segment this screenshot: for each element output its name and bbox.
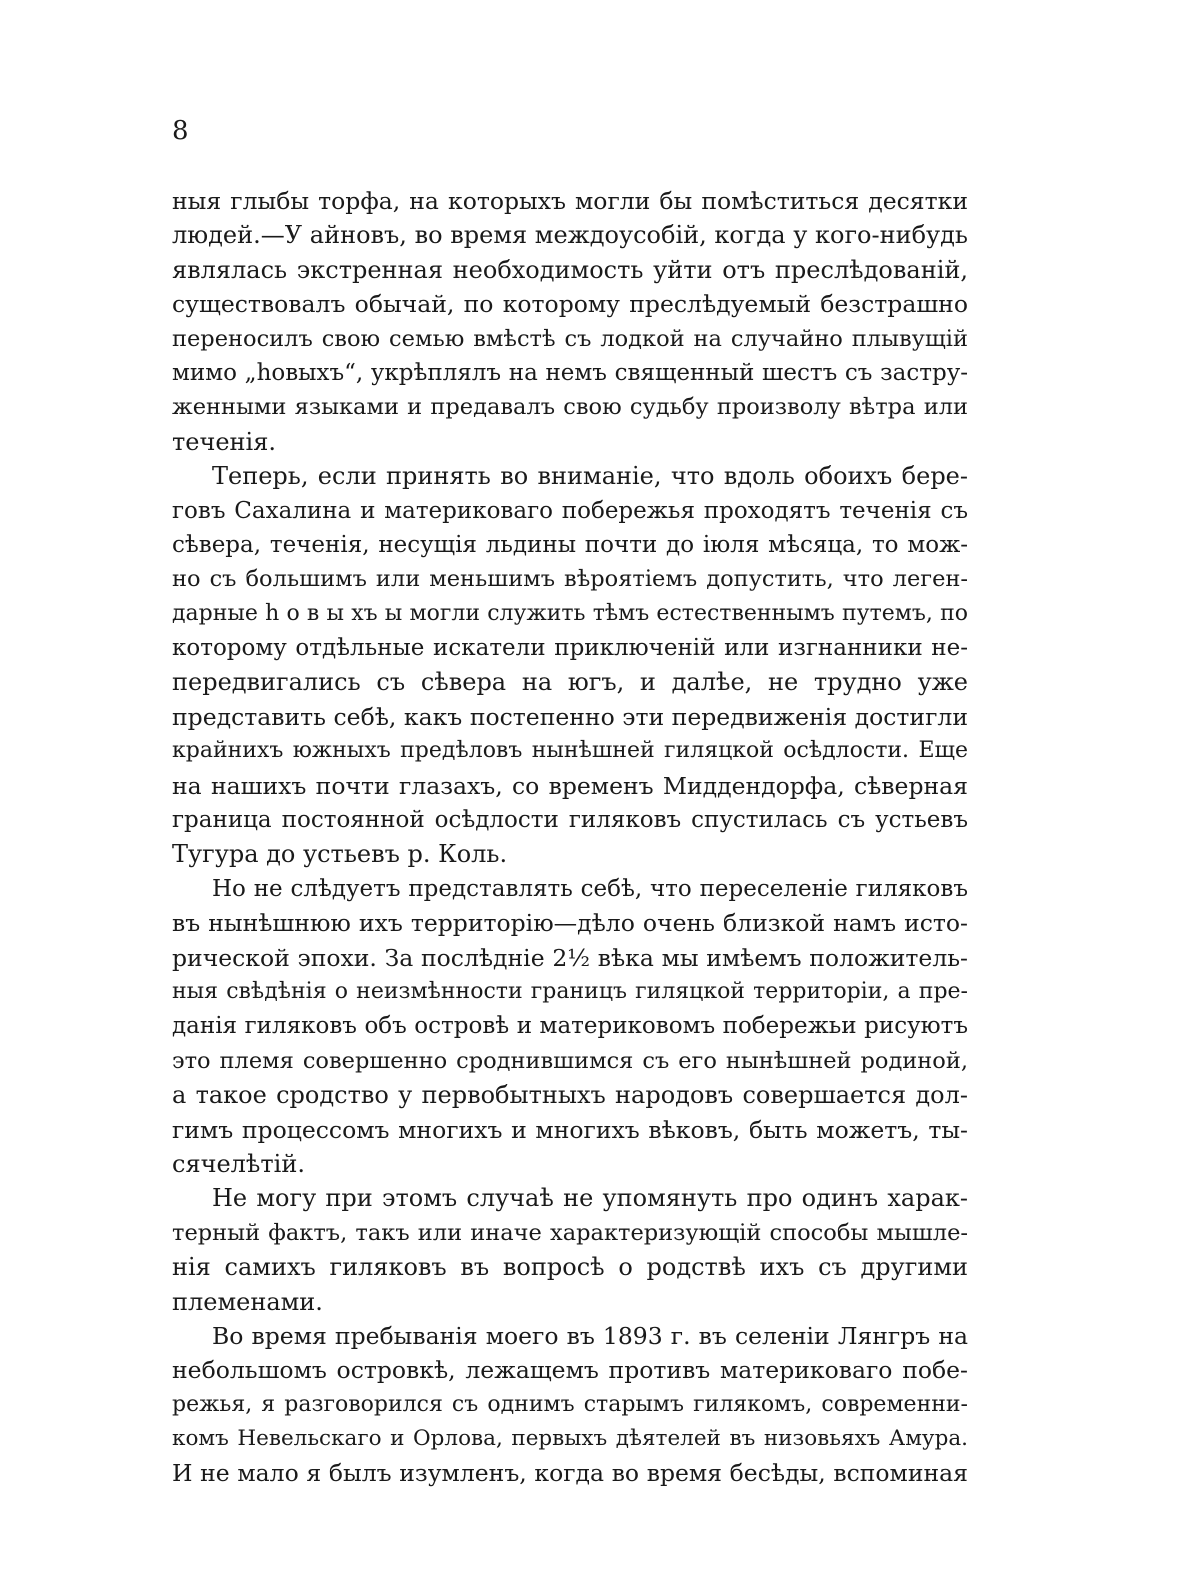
text-line: это племя совершенно сроднившимся съ его нынѣшней родиной, xyxy=(172,1047,968,1074)
text-line: Не могу при этомъ случаѣ не упомянуть про одинъ харак- xyxy=(212,1184,968,1213)
text-line: передвигались съ сѣвера на югъ, и далѣе, не трудно уже xyxy=(172,668,968,697)
text-line: женными языками и предавалъ свою судьбу произволу вѣтра или xyxy=(172,394,968,421)
text-line: людей.—У айновъ, во время междоусобій, когда у кого-нибудь xyxy=(172,221,968,250)
text-line: крайнихъ южныхъ предѣловъ нынѣшней гиляцкой осѣдлости. Еще xyxy=(172,738,968,764)
text-line: Но не слѣдуетъ представлять себѣ, что переселеніе гиляковъ xyxy=(212,875,968,902)
page-number: 8 xyxy=(172,116,189,146)
text-line: дарные h о в ы хъ ы могли служить тѣмъ естественнымъ путемъ, по xyxy=(172,600,968,626)
text-line: ныя свѣдѣнія о неизмѣнности границъ гиляцкой территоріи, а пре- xyxy=(172,978,968,1004)
text-line: а такое сродство у первобытныхъ народовъ совершается дол- xyxy=(172,1081,968,1110)
paragraph-4 xyxy=(172,1181,968,1319)
text-line: рической эпохи. За послѣдніе 2½ вѣка мы имѣемъ положитель- xyxy=(172,943,968,972)
text-line: комъ Невельскаго и Орлова, первыхъ дѣятелей въ низовьяхъ Амура. xyxy=(172,1426,968,1452)
text-line: представить себѣ, какъ постепенно эти передвиженія достигли xyxy=(172,702,968,731)
text-line: нія самихъ гиляковъ въ вопросѣ о родствѣ ихъ съ другими xyxy=(172,1253,968,1282)
text-line: Во время пребыванія моего въ 1893 г. въ селеніи Лянгръ на xyxy=(212,1321,968,1350)
text-line: но съ большимъ или меньшимъ вѣроятіемъ допустить, что леген- xyxy=(172,566,968,593)
text-line: въ нынѣшнюю ихъ территорію—дѣло очень близкой намъ исто- xyxy=(172,909,968,938)
paragraph-1 xyxy=(172,184,968,459)
text-line: говъ Сахалина и материковаго побережья проходятъ теченія съ xyxy=(172,497,968,524)
text-line: теченія. xyxy=(172,427,276,456)
text-line: на нашихъ почти глазахъ, со временъ Миддендорфа, сѣверная xyxy=(172,771,968,800)
text-line: режья, я разговорился съ однимъ старымъ гилякомъ, современни- xyxy=(172,1391,968,1417)
text-line: мимо „hовыхъ“, укрѣплялъ на немъ священный шестъ съ застру- xyxy=(172,359,968,386)
text-line: Тугура до устьевъ р. Коль. xyxy=(172,840,508,869)
text-line: существовалъ обычай, по которому преслѣдуемый безстрашно xyxy=(172,290,968,319)
text-line: данія гиляковъ объ островѣ и материковомъ побережьи рисуютъ xyxy=(172,1013,968,1040)
text-line: сѣвера, теченія, несущія льдины почти до іюля мѣсяца, то мож- xyxy=(172,531,968,558)
text-line: которому отдѣльные искатели приключеній или изгнанники не- xyxy=(172,635,968,662)
text-line: переносилъ свою семью вмѣстѣ съ лодкой на случайно плывущій xyxy=(172,325,968,352)
text-line: Теперь, если принять во вниманіе, что вдоль обоихъ бере- xyxy=(212,462,968,491)
text-line: сячелѣтій. xyxy=(172,1149,305,1178)
paragraph-5 xyxy=(172,1319,968,1491)
body-text xyxy=(172,184,968,1491)
paragraph-2 xyxy=(172,459,968,872)
text-line: граница постоянной осѣдлости гиляковъ спустилась съ устьевъ xyxy=(172,807,968,834)
text-line: терный фактъ, такъ или иначе характеризующій способы мышле- xyxy=(172,1219,968,1246)
text-line: И не мало я былъ изумленъ, когда во время бесѣды, вспоминая xyxy=(172,1459,968,1488)
paragraph-3 xyxy=(172,872,968,1182)
text-line: племенами. xyxy=(172,1287,323,1316)
text-line: гимъ процессомъ многихъ и многихъ вѣковъ, быть можетъ, ты- xyxy=(172,1115,968,1144)
text-line: являлась экстренная необходимость уйти отъ преслѣдованій, xyxy=(172,255,968,284)
text-line: ныя глыбы торфа, на которыхъ могли бы помѣститься десятки xyxy=(172,187,968,215)
text-line: небольшомъ островкѣ, лежащемъ противъ материковаго побе- xyxy=(172,1356,968,1385)
